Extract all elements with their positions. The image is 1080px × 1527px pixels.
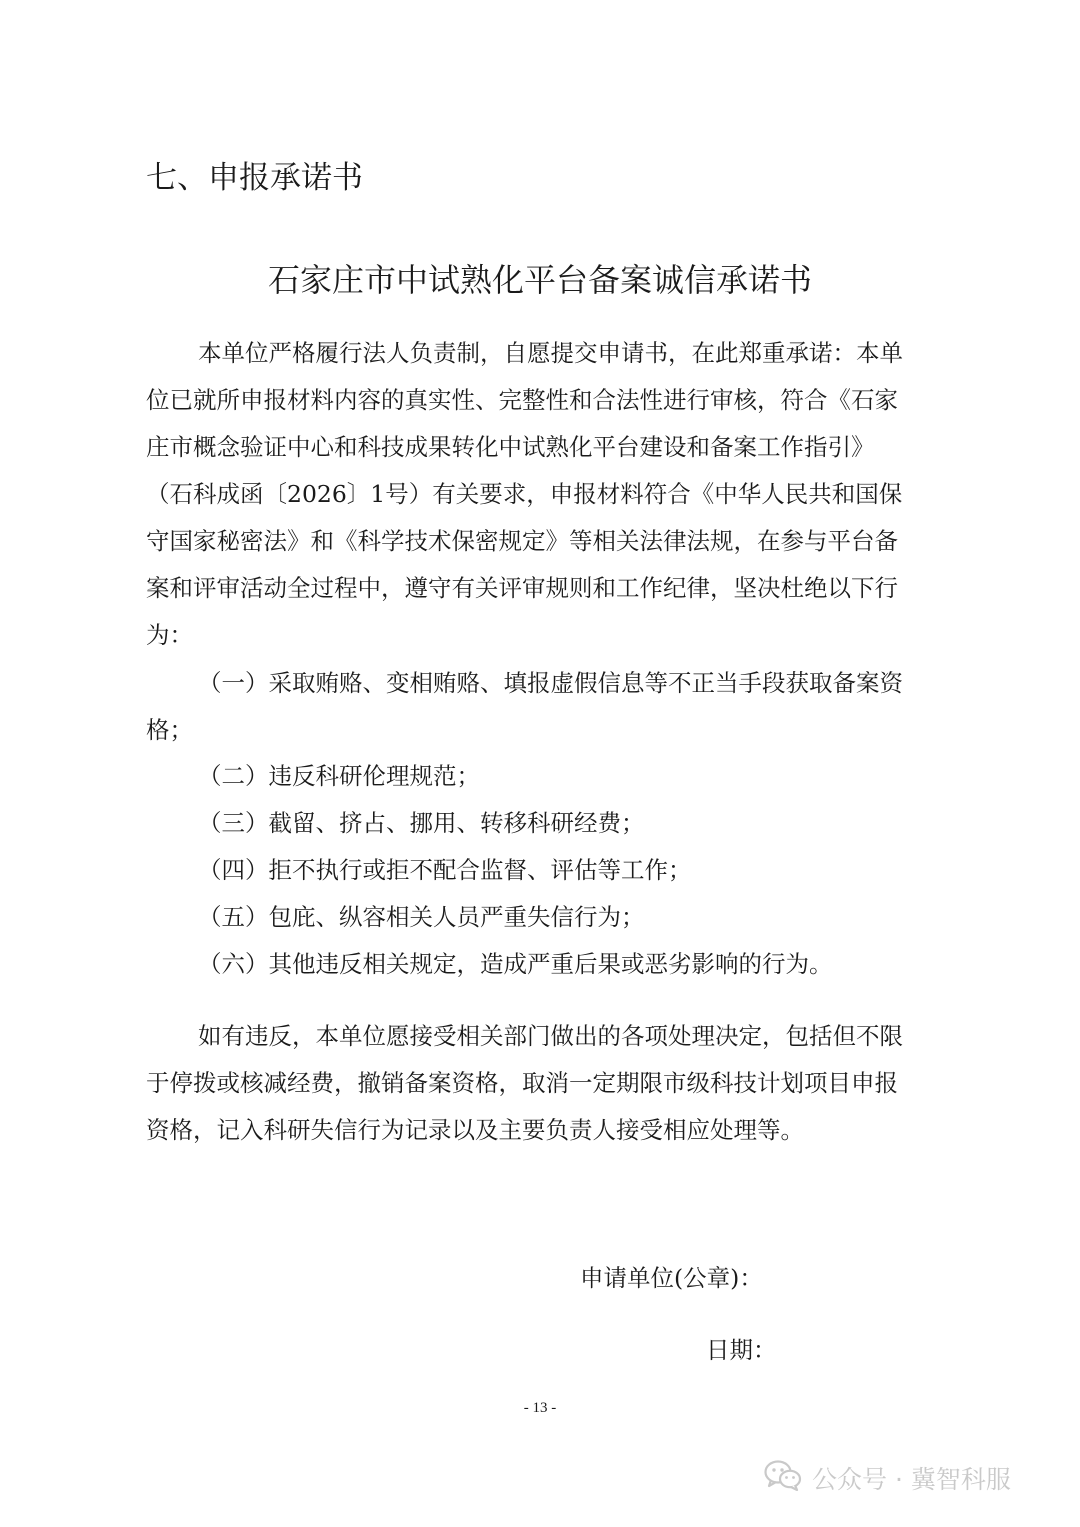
paragraph-line: 本单位严格履行法人负责制，自愿提交申请书，在此郑重承诺：本单 [198,339,903,367]
document-title: 石家庄市中试熟化平台备案诚信承诺书 [267,261,812,299]
paragraph-line: 格； [146,716,193,744]
list-item-4: （四）拒不执行或拒不配合监督、评估等工作； [198,856,692,884]
paragraph-line: 资格，记入科研失信行为记录以及主要负责人接受相应处理等。 [146,1116,804,1144]
paragraph-line: 庄市概念验证中心和科技成果转化中试熟化平台建设和备案工作指引》 [146,433,875,461]
list-item-3: （三）截留、挤占、挪用、转移科研经费； [198,809,645,837]
closing-paragraph [146,1013,946,1154]
wechat-icon [764,1459,812,1497]
paragraph-line: 为： [146,621,193,649]
applicant-unit-label: 申请单位(公章)： [580,1264,763,1292]
list-item-2: （二）违反科研伦理规范； [198,762,480,790]
list-item-1 [146,660,946,754]
paragraph-line: （石科成函〔2026〕1号）有关要求，申报材料符合《中华人民共和国保 [146,480,903,508]
list-item-5: （五）包庇、纵容相关人员严重失信行为； [198,903,645,931]
paragraph-line: 如有违反，本单位愿接受相关部门做出的各项处理决定，包括但不限 [198,1022,903,1050]
paragraph-line: （一）采取贿赂、变相贿赂、填报虚假信息等不正当手段获取备案资 [198,669,903,697]
section-heading: 七、申报承诺书 [146,160,363,196]
watermark-text: 公众号 · 冀智科服 [812,1465,1011,1494]
paragraph-line: 案和评审活动全过程中，遵守有关评审规则和工作纪律，坚决杜绝以下行 [146,574,898,602]
date-label: 日期： [706,1336,777,1364]
intro-paragraph [146,330,946,659]
paragraph-line: 守国家秘密法》和《科学技术保密规定》等相关法律法规，在参与平台备 [146,527,898,555]
paragraph-line: 位已就所申报材料内容的真实性、完整性和合法性进行审核，符合《石家 [146,386,898,414]
list-item-6: （六）其他违反相关规定，造成严重后果或恶劣影响的行为。 [198,950,833,978]
wechat-watermark [764,1458,1011,1498]
paragraph-line: 于停拨或核减经费，撤销备案资格，取消一定期限市级科技计划项目申报 [146,1069,898,1097]
page-number: - 13 - [523,1400,557,1416]
